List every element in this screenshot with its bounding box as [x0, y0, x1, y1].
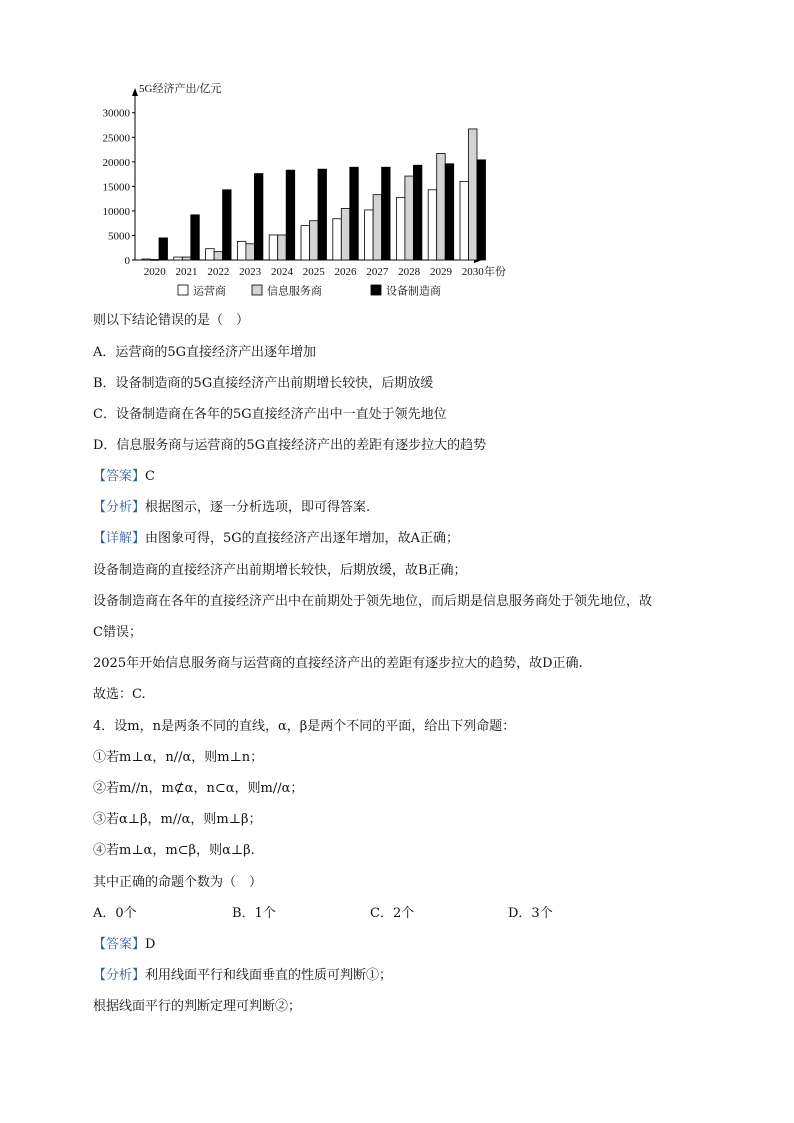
answer-line — [93, 468, 155, 486]
detail-text: 由图象可得，5G的直接经济产出逐年增加，故A正确； — [145, 531, 460, 546]
detail-tag: 【详解】 — [93, 531, 146, 546]
x-tick-label: 2025 — [302, 266, 325, 278]
detail-line-4: C错误； — [93, 625, 142, 640]
bar-1-2020 — [142, 259, 151, 260]
bar-1-2027 — [365, 210, 374, 260]
bar-3-2030 — [477, 160, 486, 260]
x-tick-label: 2029 — [429, 266, 452, 278]
q4-analysis-line — [93, 967, 392, 985]
answer-tag: 【答案】 — [93, 469, 146, 484]
x-tick-label: 2028 — [398, 266, 421, 278]
bar-2-2029 — [437, 153, 446, 260]
bar-1-2022 — [206, 249, 215, 260]
y-axis-arrow — [132, 88, 138, 96]
q4-analysis-tag: 【分析】 — [93, 968, 146, 983]
option-a: A．运营商的5G直接经济产出逐年增加 — [93, 345, 317, 360]
q4-answer-line — [93, 936, 155, 954]
bar-1-2024 — [269, 235, 278, 260]
y-tick-label: 15000 — [102, 181, 130, 194]
bar-1-2023 — [237, 241, 246, 260]
q4-option-a: A．0个 — [93, 906, 137, 921]
bar-2-2028 — [405, 176, 414, 260]
q4-prop-3: ③若α⊥β，m//α，则m⊥β； — [93, 812, 262, 827]
x-tick-label: 2020 — [143, 266, 166, 278]
bar-3-2025 — [318, 169, 327, 260]
bar-3-2021 — [191, 215, 200, 260]
x-axis-title: 年份 — [484, 266, 506, 278]
q4-answer-tag: 【答案】 — [93, 937, 146, 952]
y-tick-label: 30000 — [102, 107, 130, 120]
answer-value: C — [145, 469, 155, 484]
q4-prop-2: ②若m//n，m⊄α，n⊂α，则m//α； — [93, 781, 304, 796]
detail-line-2: 设备制造商的直接经济产出前期增长较快，后期放缓，故B正确； — [93, 563, 467, 578]
detail-line-5: 2025年开始信息服务商与运营商的直接经济产出的差距有逐步拉大的趋势，故D正确. — [93, 656, 583, 671]
q4-analysis-text: 利用线面平行和线面垂直的性质可判断①； — [145, 968, 393, 983]
legend-label-1: 运营商 — [193, 285, 226, 298]
q4-prompt: 其中正确的命题个数为（ ） — [93, 875, 263, 890]
q4-prop-1: ①若m⊥α，n//α，则m⊥n； — [93, 750, 264, 765]
bar-2-2027 — [373, 195, 382, 260]
bar-3-2027 — [382, 167, 391, 260]
bar-1-2029 — [428, 190, 437, 260]
y-tick-label: 25000 — [102, 132, 130, 145]
bar-2-2030 — [469, 129, 478, 260]
bar-2-2020 — [151, 260, 160, 261]
legend-swatch-3 — [371, 285, 381, 295]
x-tick-label: 2024 — [270, 266, 293, 278]
x-tick-label: 2030 — [461, 266, 484, 278]
bar-2-2023 — [246, 244, 255, 260]
x-tick-label: 2026 — [334, 266, 357, 278]
bar-3-2023 — [254, 174, 263, 260]
analysis-line — [93, 499, 370, 517]
x-tick-label: 2021 — [175, 266, 198, 278]
bar-3-2028 — [413, 165, 422, 260]
question-prompt: 则以下结论错误的是（ ） — [93, 313, 250, 328]
x-tick-label: 2022 — [207, 266, 230, 278]
option-d: D．信息服务商与运营商的5G直接经济产出的差距有逐步拉大的趋势 — [93, 438, 487, 453]
q4-stem: 4．设m，n是两条不同的直线，α，β是两个不同的平面，给出下列命题： — [93, 719, 516, 734]
q4-analysis-line-2: 根据线面平行的判断定理可判断②； — [93, 999, 302, 1014]
analysis-tag: 【分析】 — [93, 500, 146, 515]
q4-option-b: B．1个 — [232, 906, 276, 921]
bar-2-2022 — [214, 252, 223, 260]
legend-swatch-1 — [178, 285, 188, 295]
option-c: C．设备制造商在各年的5G直接经济产出中一直处于领先地位 — [93, 407, 447, 422]
bar-2-2026 — [341, 208, 350, 260]
q4-option-c: C．2个 — [370, 906, 415, 921]
conclusion: 故选：C. — [93, 687, 146, 702]
legend-swatch-2 — [252, 285, 262, 295]
y-tick-label: 5000 — [108, 230, 130, 243]
bar-1-2021 — [174, 257, 183, 260]
x-tick-label: 2023 — [239, 266, 262, 278]
bar-2-2025 — [310, 221, 319, 260]
legend-label-3: 设备制造商 — [386, 285, 441, 298]
option-b: B．设备制造商的5G直接经济产出前期增长较快，后期放缓 — [93, 376, 434, 391]
q4-answer-value: D — [145, 937, 156, 952]
bar-3-2024 — [286, 170, 295, 260]
analysis-text: 根据图示，逐一分析选项，即可得答案. — [145, 500, 371, 515]
bar-3-2020 — [159, 238, 168, 260]
bar-2-2021 — [182, 257, 191, 260]
chart-bars — [142, 129, 486, 260]
bar-3-2022 — [223, 190, 232, 260]
detail-line-3: 设备制造商在各年的直接经济产出中在前期处于领先地位，而后期是信息服务商处于领先地位，故 — [93, 594, 653, 609]
detail-line — [93, 530, 459, 548]
bar-3-2026 — [350, 167, 359, 260]
y-tick-label: 0 — [124, 255, 130, 267]
y-axis-title: 5G经济产出/亿元 — [139, 83, 222, 95]
bar-1-2026 — [333, 219, 342, 260]
q4-prop-4: ④若m⊥α，m⊂β，则α⊥β. — [93, 843, 255, 858]
bar-chart — [90, 78, 530, 303]
x-tick-label: 2027 — [366, 266, 389, 278]
bar-1-2025 — [301, 226, 310, 260]
bar-2-2024 — [278, 235, 287, 260]
bar-1-2030 — [460, 181, 469, 260]
y-tick-label: 20000 — [102, 156, 130, 169]
chart-legend — [178, 284, 441, 298]
q4-option-d: D．3个 — [508, 906, 553, 921]
y-tick-label: 10000 — [102, 205, 130, 218]
legend-label-2: 信息服务商 — [267, 285, 322, 298]
bar-1-2028 — [396, 198, 405, 260]
bar-3-2029 — [445, 164, 454, 260]
